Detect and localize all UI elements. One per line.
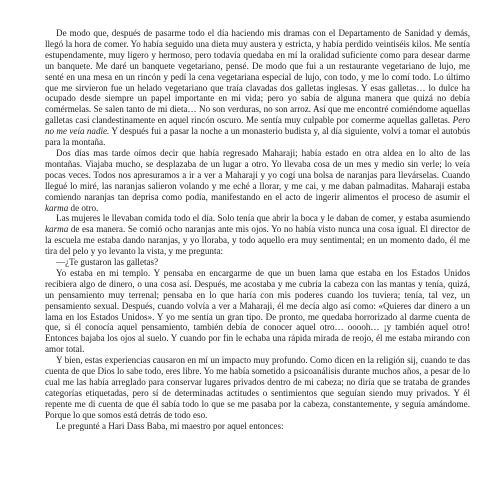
paragraph-3 [45, 213, 470, 257]
italic-text-run: karma [45, 202, 69, 213]
text-run: Las mujeres le llevaban comida todo el día. Solo tenía que abrir la boca y le daban de comer, y estaba asumiendo [56, 213, 470, 224]
text-run: Y bien, estas experiencias causaron en mí un impacto muy profundo. Como dicen en la religión sij, cuando te das cuenta de que Dios lo sabe todo, eres libre. Yo me había sometido a psicoanálisis durante muchos años, a pesar de lo cual me las había arreglado para conservar lugares privados dentro de mi cabeza; no diría que se trataba de grandes categorías etiquetadas, pero sí de determinadas actitudes o sentimientos que seguían siendo muy privados. Y él repente me di cuenta de que él sabía todo lo que se me pasaba por la cabeza, constantemente, y seguía amándome. Porque lo que somos está detrás de todo eso. [45, 355, 470, 420]
dialog-line: —¿Te gustaron las galletas? [56, 257, 159, 268]
paragraph-5 [45, 268, 470, 355]
paragraph-2 [45, 148, 470, 213]
italic-text-run: Pero no me veía nadie. [45, 115, 470, 137]
text-run: Dos días mas tarde oímos decir que había regresado Maharaji; había estado en otra aldea en lo alto de las montañas. Viajaba mucho, se desplazaba de un lugar a otro. Yo llevaba cosa de un mes y medio sin verle; lo veía pocas veces. Todos nos apresuramos a ir a ver a Maharaji y yo cogí una bolsa de naranjas para llevárselas. Cuando llegué lo miré, las naranjas salieron volando y me eché a llorar, y me cai, y me daban palmaditas. Maharaji estaba comiendo naranjas tan deprisa como podía, manifestando en el acto de ingerir alimentos el proceso de asumir el [45, 147, 470, 202]
paragraph-1 [45, 28, 470, 148]
text-run: Yo estaba en mi templo. Y pensaba en encargarme de que un buen lama que estaba en los Estados Unidos recibiera algo de dinero, o una cosa así. Después, me acostaba y me cubría la cabeza con las mantas y tenía, quizá, un pensamiento muy terrenal; pensaba en lo que haría con mis poderes cuando los tuviera; tenía, tal vez, un pensamiento sexual. Después, cuando volvía a ver a Maharaji, él me decía algo así como: «Quieres dar dinero a un lama en los Estados Unidos». Y yo me sentía un gran tipo. De pronto, me quedaba horrorizado al darme cuenta de que, si él conocía aquel pensamiento, también debía de conocer aquel otro… ooooh… ¡y también aquel otro! Entonces bajaba los ojos al suelo. Y cuando por fin le echaba una rápida mirada de reojo, él me estaba mirando con amor total. [45, 267, 470, 355]
italic-text-run: karma [45, 224, 69, 235]
text-run: de esa manera. Se comió ocho naranjas ante mis ojos. Yo no había visto nunca una cosa igual. El director de la escuela me estaba dando naranjas, y yo lloraba, y todo aquello era muy sentimental; en un momento dado, él me tira del pelo y yo levanto la vista, y me pregunta: [45, 224, 470, 257]
text-run: Y después fui a pasar la noche a un monasterio budista y, al día siguiente, volví a tomar el autobús para la montaña. [45, 126, 471, 148]
text-run: de otro. [68, 202, 99, 213]
body-text [45, 28, 470, 432]
paragraph-4-dialog [45, 257, 470, 268]
text-run: De modo que, después de pasarme todo el día haciendo mis dramas con el Departamento de Sanidad y demás, llegó la hora de comer. Yo había seguido una dieta muy austera y estricta, y había perdido veintiséis kilos. Me sentía estupendamente, muy ligero y hermoso, pero todavía quedaba en mí la oralidad suficiente como para desear darme un banquete. Me daré un banquete vegetariano, pensé. De modo que fui a un restaurante vegetariano de lujo, me senté en una mesa en un rincón y pedí la cena vegetariana especial de lujo, con todo, y me lo comí todo. Lo último que me sirvieron fue un helado vegetariano que traía clavadas dos galletas inglesas. Y esas galletas… lo dulce ha ocupado desde siempre un papel importante en mi vida; pero yo sabía de alguna manera que quizá no debía comérmelas. Se salen tanto de mi dieta… No son verduras, no son arroz. Así que me encontré comiéndome aquellas galletas casi clandestinamente en aquel rincón oscuro. Me sentía muy culpable por comerme aquellas galletas. [45, 28, 470, 126]
paragraph-7 [45, 421, 470, 432]
text-run: Le pregunté a Hari Dass Baba, mi maestro por aquel entonces: [56, 420, 284, 431]
paragraph-6 [45, 355, 470, 420]
